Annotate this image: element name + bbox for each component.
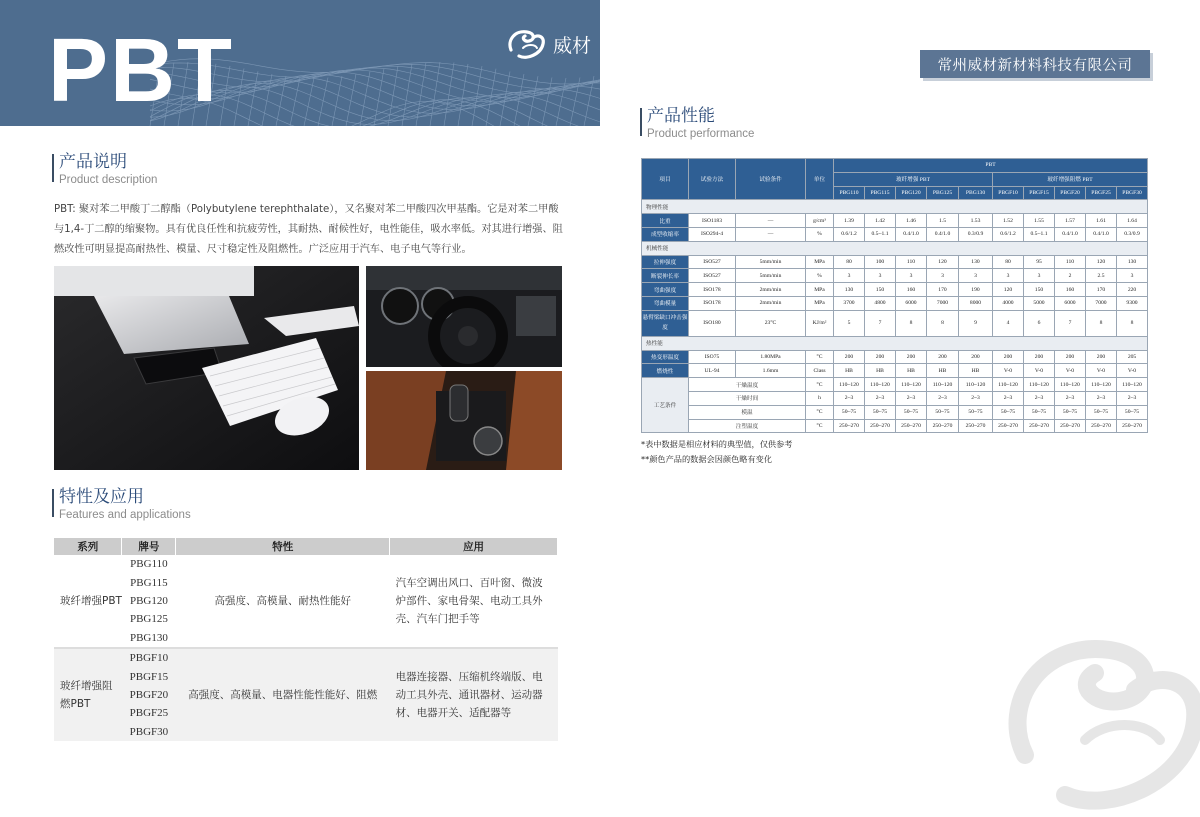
- value-cell: V-0: [1086, 364, 1117, 378]
- method-cell: ISO180: [689, 310, 736, 336]
- heading-bar: [640, 108, 642, 136]
- brand-name: 威材: [553, 34, 592, 57]
- value-cell: 110~120: [865, 378, 896, 392]
- value-cell: 50~75: [959, 405, 993, 419]
- value-cell: 110~120: [896, 378, 927, 392]
- value-cell: 6000: [1055, 296, 1086, 310]
- header-grade: PBGF25: [1086, 186, 1117, 200]
- heading-bar: [52, 154, 54, 182]
- header-group-gf: 玻纤增强 PBT: [834, 172, 993, 186]
- condition-cell: 23°C: [736, 310, 806, 336]
- value-cell: HB: [927, 364, 959, 378]
- grade-cell: PBG110: [122, 555, 176, 573]
- features-table: [54, 538, 558, 741]
- value-cell: 1.52: [993, 214, 1024, 228]
- unit-cell: h: [806, 391, 834, 405]
- value-cell: 95: [1024, 255, 1055, 269]
- table-row: [642, 350, 1148, 364]
- condition-cell: 5mm/min: [736, 269, 806, 283]
- value-cell: 3: [834, 269, 865, 283]
- method-cell: ISO178: [689, 296, 736, 310]
- value-cell: 250~270: [927, 419, 959, 433]
- photo-car-dashboard: [366, 266, 562, 367]
- grade-cell: PBGF10: [122, 649, 176, 667]
- value-cell: 130: [959, 255, 993, 269]
- condition-cell: —: [736, 227, 806, 241]
- value-cell: 120: [1086, 255, 1117, 269]
- unit-cell: %: [806, 269, 834, 283]
- value-cell: 3: [1117, 269, 1148, 283]
- value-cell: 130: [834, 283, 865, 297]
- value-cell: 1.61: [1086, 214, 1117, 228]
- section-title-en: Product performance: [647, 128, 755, 140]
- heading-bar: [52, 489, 54, 517]
- value-cell: 6: [1024, 310, 1055, 336]
- table-row: [642, 214, 1148, 228]
- value-cell: 0.4/1.0: [1055, 227, 1086, 241]
- value-cell: 250~270: [1055, 419, 1086, 433]
- value-cell: 160: [896, 283, 927, 297]
- value-cell: 2~3: [834, 391, 865, 405]
- value-cell: 5: [834, 310, 865, 336]
- feature-cell: 高强度、高模量、电器性能性能好、阻燃: [176, 649, 390, 741]
- condition-cell: 2mm/min: [736, 283, 806, 297]
- property-label: 比重: [642, 214, 689, 228]
- value-cell: 0.5~1.1: [865, 227, 896, 241]
- section-title-zh: 特性及应用: [59, 487, 144, 507]
- table-header-row: [54, 538, 558, 555]
- unit-cell: MPa: [806, 255, 834, 269]
- value-cell: 110~120: [1024, 378, 1055, 392]
- property-label: 弯曲强度: [642, 283, 689, 297]
- section-title-en: Product description: [59, 174, 158, 186]
- value-cell: 7: [865, 310, 896, 336]
- value-cell: 1.5: [927, 214, 959, 228]
- value-cell: 100: [865, 255, 896, 269]
- value-cell: 50~75: [993, 405, 1024, 419]
- value-cell: 9300: [1117, 296, 1148, 310]
- value-cell: 150: [1024, 283, 1055, 297]
- value-cell: 220: [1117, 283, 1148, 297]
- table-row: [642, 391, 1148, 405]
- value-cell: 1.39: [834, 214, 865, 228]
- value-cell: 50~75: [896, 405, 927, 419]
- grade-cell: PBGF30: [122, 723, 176, 741]
- value-cell: 0.6/1.2: [993, 227, 1024, 241]
- grade-cell: PBGF15: [122, 667, 176, 685]
- value-cell: 200: [1086, 350, 1117, 364]
- value-cell: 250~270: [896, 419, 927, 433]
- value-cell: 8000: [959, 296, 993, 310]
- category-row: [642, 241, 1148, 255]
- value-cell: 3: [896, 269, 927, 283]
- value-cell: 2~3: [993, 391, 1024, 405]
- value-cell: V-0: [993, 364, 1024, 378]
- table-row: [642, 310, 1148, 336]
- header-grade: 牌号: [122, 538, 176, 555]
- value-cell: 4: [993, 310, 1024, 336]
- value-cell: 0.4/1.0: [896, 227, 927, 241]
- process-label: 工艺条件: [642, 378, 689, 433]
- header-grade: PBGF30: [1117, 186, 1148, 200]
- table-row: [642, 378, 1148, 392]
- header-series: 系列: [54, 538, 122, 555]
- header-grade: PBG120: [896, 186, 927, 200]
- condition-cell: 1.80MPa: [736, 350, 806, 364]
- process-sub-label: 模温: [689, 405, 806, 419]
- value-cell: 250~270: [959, 419, 993, 433]
- header-method: 试验方法: [689, 159, 736, 200]
- value-cell: V-0: [1024, 364, 1055, 378]
- brand-logo: [505, 26, 591, 62]
- grade-cell: PBG125: [122, 610, 176, 628]
- value-cell: 200: [1055, 350, 1086, 364]
- property-label: 热变形温度: [642, 350, 689, 364]
- value-cell: 250~270: [993, 419, 1024, 433]
- value-cell: 7000: [1086, 296, 1117, 310]
- value-cell: 0.4/1.0: [1086, 227, 1117, 241]
- header-grade: PBG110: [834, 186, 865, 200]
- header-unit: 单位: [806, 159, 834, 200]
- value-cell: HB: [959, 364, 993, 378]
- unit-cell: °C: [806, 405, 834, 419]
- value-cell: 8: [896, 310, 927, 336]
- value-cell: 80: [834, 255, 865, 269]
- method-cell: ISO178: [689, 283, 736, 297]
- value-cell: V-0: [1117, 364, 1148, 378]
- process-sub-label: 干燥温度: [689, 378, 806, 392]
- value-cell: 9: [959, 310, 993, 336]
- value-cell: 110: [1055, 255, 1086, 269]
- unit-cell: MPa: [806, 283, 834, 297]
- value-cell: 5000: [1024, 296, 1055, 310]
- value-cell: 0.4/1.0: [927, 227, 959, 241]
- condition-cell: 1.6mm: [736, 364, 806, 378]
- value-cell: 1.42: [865, 214, 896, 228]
- table-notes: [641, 437, 792, 467]
- value-cell: 250~270: [1024, 419, 1055, 433]
- value-cell: 2.5: [1086, 269, 1117, 283]
- property-label: 断裂伸长率: [642, 269, 689, 283]
- value-cell: 250~270: [1086, 419, 1117, 433]
- value-cell: 0.3/0.9: [959, 227, 993, 241]
- value-cell: 120: [993, 283, 1024, 297]
- value-cell: 120: [927, 255, 959, 269]
- property-label: 燃烧性: [642, 364, 689, 378]
- value-cell: 110~120: [834, 378, 865, 392]
- method-cell: ISO527: [689, 255, 736, 269]
- value-cell: 205: [1117, 350, 1148, 364]
- property-label: 弯曲模量: [642, 296, 689, 310]
- value-cell: 8: [1117, 310, 1148, 336]
- property-label: 成型收缩率: [642, 227, 689, 241]
- value-cell: 2~3: [865, 391, 896, 405]
- value-cell: 0.5~1.1: [1024, 227, 1055, 241]
- performance-table: [641, 158, 1148, 433]
- note-line: *表中数据是相应材料的典型值，仅供参考: [641, 439, 793, 449]
- header-grade: PBG125: [927, 186, 959, 200]
- value-cell: 170: [1086, 283, 1117, 297]
- header-grade: PBGF20: [1055, 186, 1086, 200]
- value-cell: 7: [1055, 310, 1086, 336]
- condition-cell: 2mm/min: [736, 296, 806, 310]
- value-cell: 200: [959, 350, 993, 364]
- header-grade: PBGF15: [1024, 186, 1055, 200]
- value-cell: 200: [865, 350, 896, 364]
- table-row: [642, 419, 1148, 433]
- table-row: [642, 296, 1148, 310]
- grade-cell: PBG115: [122, 573, 176, 591]
- perf-header-row: [642, 159, 1148, 173]
- value-cell: 1.46: [896, 214, 927, 228]
- header-item: 项目: [642, 159, 689, 200]
- value-cell: 130: [1117, 255, 1148, 269]
- value-cell: 110: [896, 255, 927, 269]
- grade-cell: PBGF20: [122, 686, 176, 704]
- method-cell: ISO1183: [689, 214, 736, 228]
- value-cell: 110~120: [1055, 378, 1086, 392]
- value-cell: 2~3: [927, 391, 959, 405]
- value-cell: 3: [959, 269, 993, 283]
- value-cell: 8: [927, 310, 959, 336]
- method-cell: ISO294-4: [689, 227, 736, 241]
- value-cell: 50~75: [834, 405, 865, 419]
- value-cell: 3: [865, 269, 896, 283]
- value-cell: 200: [896, 350, 927, 364]
- header-grade: PBGF10: [993, 186, 1024, 200]
- value-cell: 1.57: [1055, 214, 1086, 228]
- series-cell: 玻纤增强阻燃PBT: [54, 649, 122, 741]
- category-label: 机械性能: [642, 241, 1148, 255]
- value-cell: 250~270: [834, 419, 865, 433]
- value-cell: 3: [993, 269, 1024, 283]
- application-cell: 汽车空调出风口、百叶窗、微波炉部件、家电骨架、电动工具外壳、汽车门把手等: [390, 555, 558, 647]
- value-cell: 200: [1024, 350, 1055, 364]
- value-cell: HB: [834, 364, 865, 378]
- value-cell: 50~75: [927, 405, 959, 419]
- value-cell: 8: [1086, 310, 1117, 336]
- value-cell: 50~75: [865, 405, 896, 419]
- value-cell: 4000: [993, 296, 1024, 310]
- value-cell: 250~270: [865, 419, 896, 433]
- method-cell: ISO75: [689, 350, 736, 364]
- value-cell: 2~3: [959, 391, 993, 405]
- brand-mark-icon: [505, 26, 549, 62]
- value-cell: 3: [927, 269, 959, 283]
- grade-cell: PBG130: [122, 629, 176, 647]
- value-cell: HB: [865, 364, 896, 378]
- note-line: **颜色产品的数据会因颜色略有变化: [641, 454, 773, 464]
- feature-cell: 高强度、高模量、耐热性能好: [176, 555, 390, 647]
- unit-cell: g/cm³: [806, 214, 834, 228]
- photo-desk-keyboard: [54, 266, 359, 470]
- value-cell: 2~3: [1024, 391, 1055, 405]
- value-cell: 50~75: [1055, 405, 1086, 419]
- grade-cell: PBG120: [122, 592, 176, 610]
- value-cell: 110~120: [1117, 378, 1148, 392]
- value-cell: 2~3: [1055, 391, 1086, 405]
- unit-cell: KJ/m²: [806, 310, 834, 336]
- value-cell: 2~3: [1086, 391, 1117, 405]
- section-title-en: Features and applications: [59, 509, 191, 521]
- value-cell: 0.3/0.9: [1117, 227, 1148, 241]
- photo-car-console: [366, 371, 562, 470]
- section-title-zh: 产品说明: [59, 152, 127, 172]
- value-cell: 1.55: [1024, 214, 1055, 228]
- value-cell: 2: [1055, 269, 1086, 283]
- process-sub-label: 注塑温度: [689, 419, 806, 433]
- table-row: [642, 227, 1148, 241]
- value-cell: 3700: [834, 296, 865, 310]
- category-row: [642, 336, 1148, 350]
- value-cell: 190: [959, 283, 993, 297]
- hero-banner: [0, 0, 600, 126]
- value-cell: 110~120: [959, 378, 993, 392]
- header-grade: PBG115: [865, 186, 896, 200]
- table-row: [642, 269, 1148, 283]
- property-label: 悬臂梁缺口冲击强度: [642, 310, 689, 336]
- method-cell: ISO527: [689, 269, 736, 283]
- value-cell: 2~3: [896, 391, 927, 405]
- header-grade: PBG130: [959, 186, 993, 200]
- unit-cell: °C: [806, 378, 834, 392]
- value-cell: 1.53: [959, 214, 993, 228]
- value-cell: 50~75: [1086, 405, 1117, 419]
- unit-cell: %: [806, 227, 834, 241]
- header-pbt: PBT: [834, 159, 1148, 173]
- unit-cell: °C: [806, 419, 834, 433]
- unit-cell: °C: [806, 350, 834, 364]
- value-cell: 50~75: [1024, 405, 1055, 419]
- value-cell: 160: [1055, 283, 1086, 297]
- property-label: 拉伸强度: [642, 255, 689, 269]
- condition-cell: 5mm/min: [736, 255, 806, 269]
- category-row: [642, 200, 1148, 214]
- value-cell: 110~120: [993, 378, 1024, 392]
- table-row: [642, 405, 1148, 419]
- grade-cell: PBGF25: [122, 704, 176, 722]
- condition-cell: —: [736, 214, 806, 228]
- value-cell: 6000: [896, 296, 927, 310]
- value-cell: 200: [993, 350, 1024, 364]
- value-cell: 80: [993, 255, 1024, 269]
- value-cell: 170: [927, 283, 959, 297]
- value-cell: 150: [865, 283, 896, 297]
- application-cell: 电器连接器、压缩机终端版、电动工具外壳、通讯器材、运动器材、电器开关、适配器等: [390, 649, 558, 741]
- category-label: 物理性能: [642, 200, 1148, 214]
- header-application: 应用: [390, 538, 558, 555]
- value-cell: 110~120: [927, 378, 959, 392]
- series-cell: 玻纤增强PBT: [54, 555, 122, 647]
- company-name-banner: 常州威材新材料科技有限公司: [920, 50, 1150, 78]
- value-cell: HB: [896, 364, 927, 378]
- value-cell: 2~3: [1117, 391, 1148, 405]
- brand-watermark-icon: [995, 615, 1200, 815]
- product-description-text: PBT: 聚对苯二甲酸丁二醇酯（Polybutylene terephthalate），又名聚对苯二甲酸四次甲基酯。它是对苯二甲酸与1,4-丁二醇的缩聚物。具有优良任性和抗疲劳性，其耐热、耐候性好，电性能佳，吸水率低。对其进行增强、阻燃改性可明显提高耐热性、模量、尺寸稳定性及阻燃性。广泛应用于汽车、电子电气等行业。: [54, 204, 563, 255]
- unit-cell: MPa: [806, 296, 834, 310]
- header-feature: 特性: [176, 538, 390, 555]
- value-cell: 200: [927, 350, 959, 364]
- value-cell: 4800: [865, 296, 896, 310]
- table-row: [642, 255, 1148, 269]
- section-title-zh: 产品性能: [647, 106, 715, 126]
- value-cell: 50~75: [1117, 405, 1148, 419]
- category-label: 热性能: [642, 336, 1148, 350]
- process-sub-label: 干燥时间: [689, 391, 806, 405]
- unit-cell: Class: [806, 364, 834, 378]
- table-row: [642, 283, 1148, 297]
- value-cell: 110~120: [1086, 378, 1117, 392]
- table-row: [54, 555, 558, 573]
- value-cell: 250~270: [1117, 419, 1148, 433]
- value-cell: 1.64: [1117, 214, 1148, 228]
- hero-title: PBT: [48, 21, 234, 121]
- value-cell: 0.6/1.2: [834, 227, 865, 241]
- table-row: [642, 364, 1148, 378]
- value-cell: V-0: [1055, 364, 1086, 378]
- value-cell: 3: [1024, 269, 1055, 283]
- value-cell: 200: [834, 350, 865, 364]
- header-group-gf-fr: 玻纤增强阻燃 PBT: [993, 172, 1148, 186]
- header-condition: 试验条件: [736, 159, 806, 200]
- method-cell: UL-94: [689, 364, 736, 378]
- value-cell: 7000: [927, 296, 959, 310]
- table-row: [54, 649, 558, 667]
